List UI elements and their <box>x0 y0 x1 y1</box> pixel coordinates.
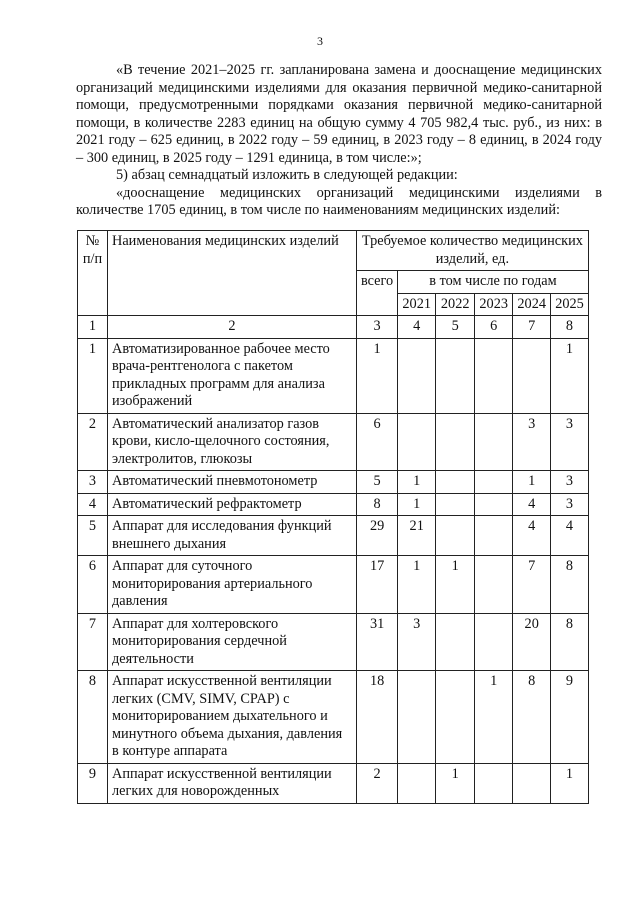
quantity-y2023 <box>475 471 513 494</box>
device-name: Автоматический пневмотонометр <box>108 471 357 494</box>
quantity-y2021: 1 <box>398 471 436 494</box>
quantity-total: 18 <box>357 671 398 764</box>
quantity-y2022 <box>436 471 475 494</box>
header-total: всего <box>357 271 398 316</box>
quantity-y2023 <box>475 556 513 614</box>
quantity-y2023 <box>475 413 513 471</box>
quantity-y2022 <box>436 413 475 471</box>
quantity-y2025: 3 <box>551 471 589 494</box>
header-by-year: в том числе по годам <box>398 271 589 294</box>
paragraph: «В течение 2021–2025 гг. запланирована замена и дооснащение медицинских организаций медицинскими изделиями для оказания первичной медико-санитарной помощи, предусмотренными порядками оказания первичной медико-санитарной помощи, в количестве 2283 единиц на общую сумму 4 705 982,4 тыс. руб., из них: в 2021 году – 625 единиц, в 2022 году – 59 единиц, в 2023 году – 8 единиц, в 2024 году – 300 единиц, в 2025 году – 1291 единица, в том числе:»; <box>76 62 602 166</box>
quantity-total: 29 <box>357 516 398 556</box>
quantity-y2024 <box>513 763 551 803</box>
column-number: 2 <box>108 316 357 339</box>
quantity-y2025: 4 <box>551 516 589 556</box>
quantity-y2021: 1 <box>398 556 436 614</box>
quantity-y2021: 3 <box>398 613 436 671</box>
device-name: Аппарат искусственной вентиляции легких (CMV, SIMV, CPAP) с мониторированием дыхательного и минутного объема дыхания, давления в контуре аппарата <box>108 671 357 764</box>
quantity-y2021 <box>398 413 436 471</box>
header-num: № п/п <box>78 231 108 316</box>
row-number: 3 <box>78 471 108 494</box>
table-row <box>78 413 589 471</box>
device-name: Аппарат для холтеровского мониторирования сердечной деятельности <box>108 613 357 671</box>
row-number: 6 <box>78 556 108 614</box>
quantity-y2023: 1 <box>475 671 513 764</box>
row-number: 9 <box>78 763 108 803</box>
quantity-y2023 <box>475 613 513 671</box>
table-row <box>78 763 589 803</box>
header-year: 2021 <box>398 293 436 316</box>
quantity-y2024: 8 <box>513 671 551 764</box>
table-row <box>78 556 589 614</box>
device-name: Автоматический рефрактометр <box>108 493 357 516</box>
header-year: 2023 <box>475 293 513 316</box>
device-name: Аппарат искусственной вентиляции легких для новорожденных <box>108 763 357 803</box>
table-row <box>78 471 589 494</box>
row-number: 8 <box>78 671 108 764</box>
device-name: Аппарат для суточного мониторирования артериального давления <box>108 556 357 614</box>
table-row <box>78 671 589 764</box>
quantity-y2021 <box>398 763 436 803</box>
quantity-y2023 <box>475 763 513 803</box>
paragraph: «дооснащение медицинских организаций медицинскими изделиями в количестве 1705 единиц, в том числе по наименованиям медицинских изделий: <box>76 184 602 218</box>
row-number: 5 <box>78 516 108 556</box>
header-name: Наименования медицинских изделий <box>108 231 357 316</box>
medical-devices-table <box>77 230 589 804</box>
quantity-y2025: 3 <box>551 413 589 471</box>
column-number: 5 <box>436 316 475 339</box>
paragraph: 5) абзац семнадцатый изложить в следующей редакции: <box>116 167 458 183</box>
quantity-y2024: 4 <box>513 516 551 556</box>
header-year: 2024 <box>513 293 551 316</box>
quantity-total: 17 <box>357 556 398 614</box>
table-row <box>78 613 589 671</box>
quantity-y2022 <box>436 516 475 556</box>
quantity-total: 6 <box>357 413 398 471</box>
header-year: 2022 <box>436 293 475 316</box>
row-number: 4 <box>78 493 108 516</box>
quantity-y2024: 3 <box>513 413 551 471</box>
quantity-y2025: 1 <box>551 338 589 413</box>
column-number: 6 <box>475 316 513 339</box>
quantity-y2024 <box>513 338 551 413</box>
row-number: 7 <box>78 613 108 671</box>
quantity-y2024: 7 <box>513 556 551 614</box>
quantity-y2023 <box>475 338 513 413</box>
quantity-y2025: 9 <box>551 671 589 764</box>
quantity-y2024: 4 <box>513 493 551 516</box>
quantity-y2022: 1 <box>436 556 475 614</box>
quantity-y2024: 20 <box>513 613 551 671</box>
column-number: 3 <box>357 316 398 339</box>
body-text <box>76 62 602 220</box>
table-row <box>78 516 589 556</box>
column-number: 1 <box>78 316 108 339</box>
quantity-total: 2 <box>357 763 398 803</box>
quantity-total: 5 <box>357 471 398 494</box>
quantity-y2023 <box>475 493 513 516</box>
quantity-y2024: 1 <box>513 471 551 494</box>
quantity-y2023 <box>475 516 513 556</box>
quantity-y2021: 21 <box>398 516 436 556</box>
header-year: 2025 <box>551 293 589 316</box>
page-number: 3 <box>317 34 323 48</box>
quantity-total: 31 <box>357 613 398 671</box>
quantity-y2022 <box>436 493 475 516</box>
column-number: 4 <box>398 316 436 339</box>
row-number: 2 <box>78 413 108 471</box>
device-name: Автоматизированное рабочее место врача-рентгенолога с пакетом прикладных программ для анализа изображений <box>108 338 357 413</box>
column-number: 8 <box>551 316 589 339</box>
table-row <box>78 493 589 516</box>
quantity-total: 1 <box>357 338 398 413</box>
device-name: Автоматический анализатор газов крови, кисло-щелочного состояния, электролитов, глюкозы <box>108 413 357 471</box>
quantity-y2025: 8 <box>551 556 589 614</box>
row-number: 1 <box>78 338 108 413</box>
quantity-y2022 <box>436 671 475 764</box>
device-name: Аппарат для исследования функций внешнего дыхания <box>108 516 357 556</box>
header-required: Требуемое количество медицинских изделий, ед. <box>357 231 589 271</box>
table-row <box>78 338 589 413</box>
quantity-y2021 <box>398 671 436 764</box>
quantity-total: 8 <box>357 493 398 516</box>
quantity-y2022 <box>436 613 475 671</box>
quantity-y2025: 3 <box>551 493 589 516</box>
quantity-y2025: 1 <box>551 763 589 803</box>
quantity-y2021 <box>398 338 436 413</box>
quantity-y2022 <box>436 338 475 413</box>
quantity-y2021: 1 <box>398 493 436 516</box>
quantity-y2022: 1 <box>436 763 475 803</box>
quantity-y2025: 8 <box>551 613 589 671</box>
column-number: 7 <box>513 316 551 339</box>
